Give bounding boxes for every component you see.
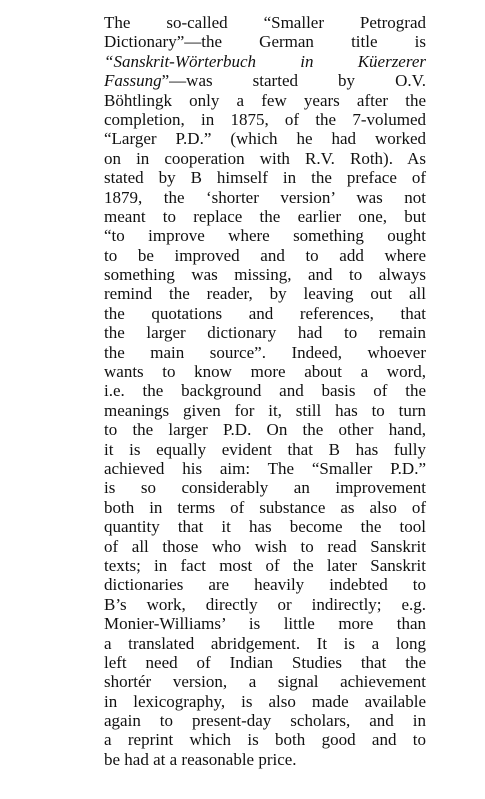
text-line: to the larger P.D. On the other hand, xyxy=(104,420,426,440)
text-line: wants to know more about a word, xyxy=(104,362,426,382)
text-line: be had at a reasonable price. xyxy=(104,749,297,769)
text-line: meant to replace the earlier one, but xyxy=(104,206,426,226)
text-line: left need of Indian Studies that the xyxy=(104,652,426,672)
text-line: a reprint which is both good and to xyxy=(104,730,426,750)
text-line: meanings given for it, still has to turn xyxy=(104,400,426,420)
text-line: Fassung”—was started by O.V. xyxy=(104,71,426,91)
text-line: the quotations and references, that xyxy=(104,303,426,323)
text-line: “Sanskrit-Wörterbuch in Küerzerer xyxy=(104,51,426,71)
text-line: i.e. the background and basis of the xyxy=(104,381,426,401)
text-line: completion, in 1875, of the 7-volumed xyxy=(104,109,426,129)
text-line: of all those who wish to read Sanskrit xyxy=(104,536,426,556)
text-line: Böhtlingk only a few years after the xyxy=(104,90,426,110)
text-line: 1879, the ‘shorter version’ was not xyxy=(104,187,426,207)
text-line: the larger dictionary had to remain xyxy=(104,323,426,343)
text-line: a translated abridgement. It is a long xyxy=(104,633,426,653)
body-paragraph xyxy=(104,13,426,769)
text-line: shortér version, a signal achievement xyxy=(104,672,426,692)
text-line: something was missing, and to always xyxy=(104,265,426,285)
text-line: remind the reader, by leaving out all xyxy=(104,284,426,304)
text-line: the main source”. Indeed, whoever xyxy=(104,342,426,362)
text-line: is so considerably an improvement xyxy=(104,478,426,498)
text-line: in lexicography, is also made available xyxy=(104,691,426,711)
text-line: quantity that it has become the tool xyxy=(104,517,426,537)
text-line: stated by B himself in the preface of xyxy=(104,168,426,188)
text-line: B’s work, directly or indirectly; e.g. xyxy=(104,594,426,614)
text-line: it is equally evident that B has fully xyxy=(104,439,426,459)
text-line: dictionaries are heavily indebted to xyxy=(104,575,426,595)
text-line: The so-called “Smaller Petrograd xyxy=(104,13,426,32)
text-line: Monier-Williams’ is little more than xyxy=(104,614,426,634)
text-line: both in terms of substance as also of xyxy=(104,497,426,517)
text-line: again to present-day scholars, and in xyxy=(104,711,426,731)
text-line: “Larger P.D.” (which he had worked xyxy=(104,129,426,149)
text-line: to be improved and to add where xyxy=(104,245,426,265)
text-line: “to improve where something ought xyxy=(104,226,426,246)
text-line: texts; in fact most of the later Sanskrit xyxy=(104,555,426,575)
text-line: Dictionary”—the German title is xyxy=(104,32,426,52)
text-line: on in cooperation with R.V. Roth). As xyxy=(104,148,426,168)
text-line: achieved his aim: The “Smaller P.D.” xyxy=(104,458,426,478)
